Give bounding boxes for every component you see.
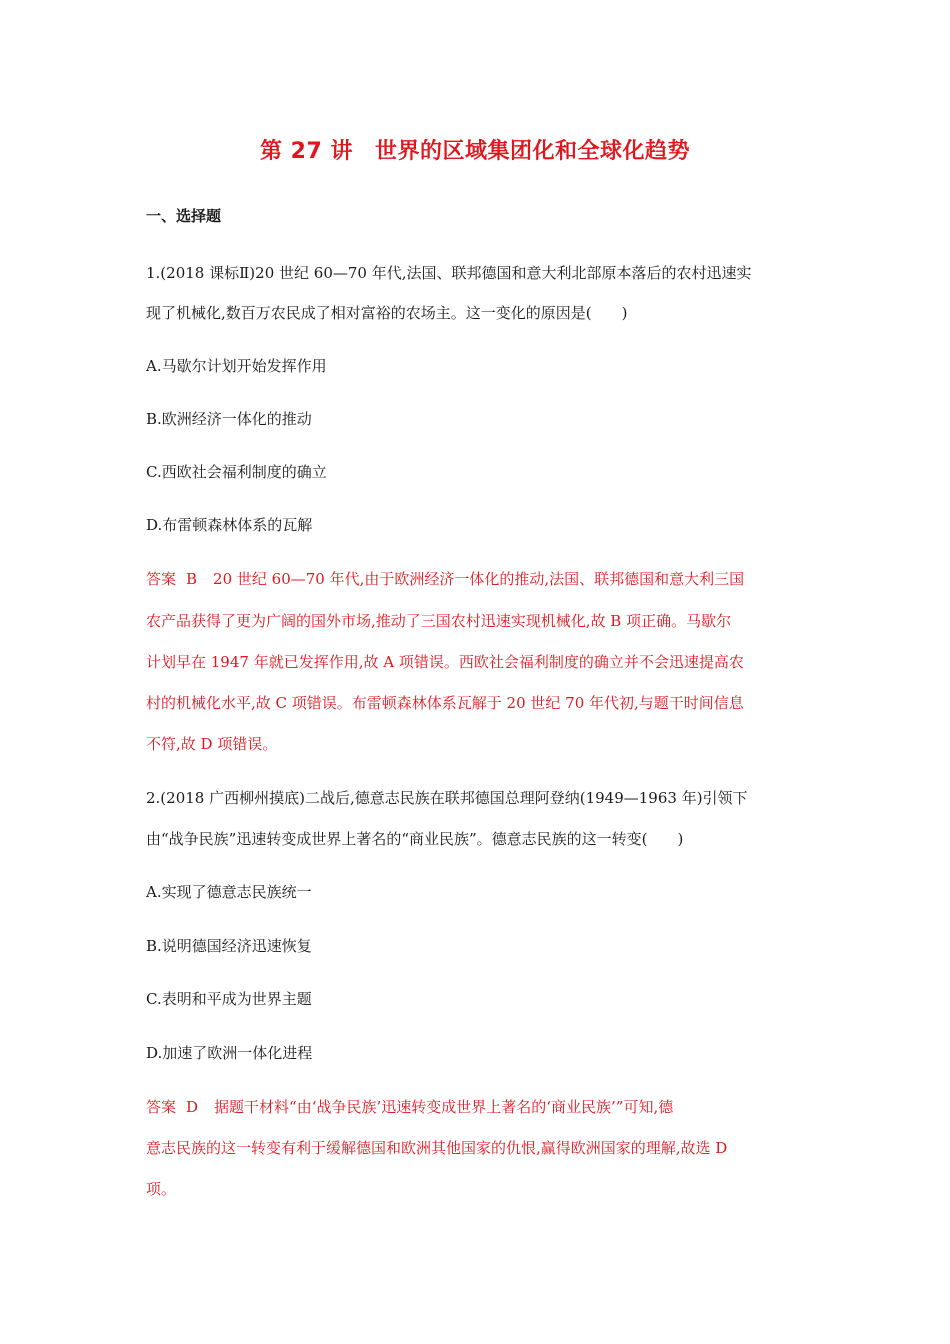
q2-option-c: C.表明和平成为世界主题 (146, 990, 312, 1008)
q1-option-c: C.西欧社会福利制度的确立 (146, 463, 327, 481)
q1-answer-label: 答案 (146, 570, 177, 588)
lecture-topic: 世界的区域集团化和全球化趋势 (374, 139, 690, 164)
q2-answer-label: 答案 (146, 1098, 177, 1116)
q2-stem-line-1: 2.(2018 广西柳州摸底)二战后,德意志民族在联邦德国总理阿登纳(1949—1963 年)引领下 (146, 789, 748, 807)
q1-stem-line-1: 1.(2018 课标Ⅱ)20 世纪 60—70 年代,法国、联邦德国和意大利北部原本落后的农村迅速实 (146, 264, 752, 282)
q2-option-b: B.说明德国经济迅速恢复 (146, 937, 312, 955)
q2-stem-line-2: 由“战争民族”迅速转变成世界上著名的“商业民族”。德意志民族的这一转变( ) (146, 830, 684, 848)
q2-explanation-line-3: 项。 (146, 1180, 177, 1198)
q1-explanation-line-4: 村的机械化水平,故 C 项错误。布雷顿森林体系瓦解于 20 世纪 70 年代初,与题干时间信息 (146, 694, 744, 712)
q1-explanation-line-5: 不符,故 D 项错误。 (146, 735, 278, 753)
q1-explanation-line-1: 20 世纪 60—70 年代,由于欧洲经济一体化的推动,法国、联邦德国和意大利三国 (213, 570, 745, 588)
q1-stem-line-2: 现了机械化,数百万农民成了相对富裕的农场主。这一变化的原因是( ) (146, 304, 628, 322)
q2-option-a: A.实现了德意志民族统一 (146, 883, 312, 901)
page-title (0, 134, 950, 165)
q2-answer-letter: D (186, 1098, 199, 1116)
q1-answer-line-1 (146, 568, 744, 589)
q1-option-a: A.马歇尔计划开始发挥作用 (146, 357, 327, 375)
q2-answer-line-1 (146, 1096, 673, 1117)
q1-explanation-line-3: 计划早在 1947 年就已发挥作用,故 A 项错误。西欧社会福利制度的确立并不会迅速提高农 (146, 653, 744, 671)
q1-answer-letter: B (186, 570, 198, 588)
q1-option-b: B.欧洲经济一体化的推动 (146, 410, 312, 428)
q2-explanation-line-1: 据题干材料“由‘战争民族’迅速转变成世界上著名的‘商业民族’”可知,德 (214, 1098, 674, 1116)
section-heading: 一、选择题 (146, 207, 222, 225)
q2-explanation-line-2: 意志民族的这一转变有利于缓解德国和欧洲其他国家的仇恨,赢得欧洲国家的理解,故选 D (146, 1139, 728, 1157)
q2-option-d: D.加速了欧洲一体化进程 (146, 1044, 313, 1062)
q1-option-d: D.布雷顿森林体系的瓦解 (146, 516, 313, 534)
lecture-number: 第 27 讲 (260, 139, 353, 164)
q1-explanation-line-2: 农产品获得了更为广阔的国外市场,推动了三国农村迅速实现机械化,故 B 项正确。马歇尔 (146, 612, 732, 630)
